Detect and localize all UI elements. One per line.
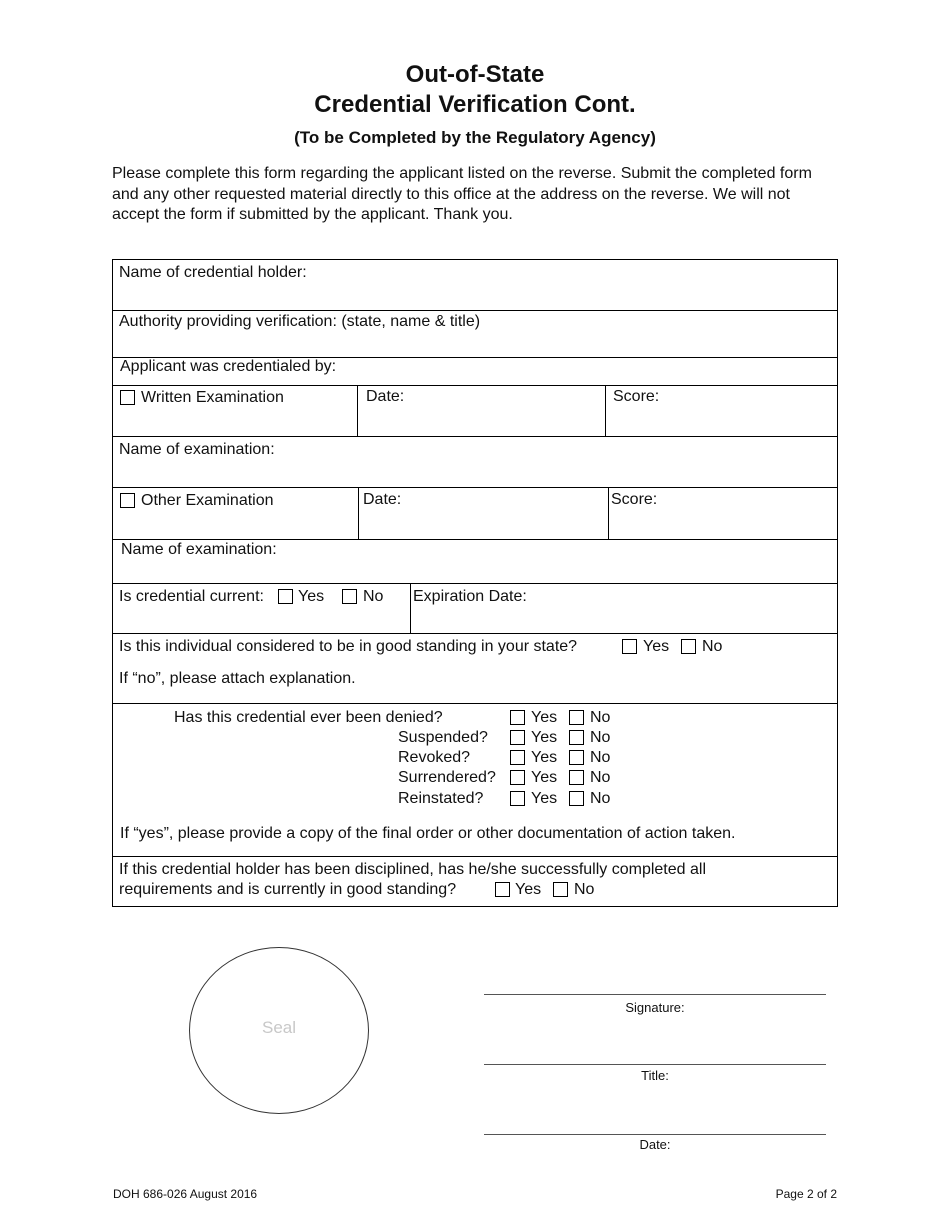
- row-divider: [113, 385, 837, 386]
- signature-label: Signature:: [625, 1000, 685, 1015]
- other-exam-date-label: Date:: [363, 491, 402, 508]
- date-label: Date:: [639, 1137, 671, 1152]
- intro-paragraph: Please complete this form regarding the applicant listed on the reverse. Submit the completed form and any other requested material directly to this office at the address on the reverse. We will not accept the form if submitted by the applicant. Thank you.: [112, 165, 812, 223]
- yes-documentation-note: If “yes”, please provide a copy of the final order or other documentation of action taken.: [120, 825, 736, 842]
- good-standing-yes-checkbox[interactable]: [622, 639, 637, 654]
- credentialed-by-label: Applicant was credentialed by:: [120, 358, 337, 375]
- title-label: Title:: [641, 1068, 669, 1083]
- written-exam-date-label: Date:: [366, 388, 405, 405]
- credential-holder-label: Name of credential holder:: [119, 264, 307, 281]
- suspended-label: Suspended?: [398, 729, 488, 746]
- signature-line[interactable]: [484, 994, 826, 995]
- revoked-no-label: No: [590, 749, 611, 766]
- row-divider: [113, 856, 837, 857]
- reinstated-yes-label: Yes: [531, 790, 558, 807]
- denied-no-label: No: [590, 709, 611, 726]
- reinstated-no-label: No: [590, 790, 611, 807]
- row-divider: [113, 310, 837, 311]
- form-title-line-2: Credential Verification Cont.: [314, 91, 636, 118]
- revoked-no-checkbox[interactable]: [569, 750, 584, 765]
- date-line[interactable]: [484, 1134, 826, 1135]
- row-divider: [113, 487, 837, 488]
- page-number: Page 2 of 2: [775, 1187, 837, 1201]
- revoked-yes-label: Yes: [531, 749, 558, 766]
- form-number: DOH 686-026 August 2016: [113, 1187, 258, 1201]
- current-yes-checkbox[interactable]: [278, 589, 293, 604]
- denied-no-checkbox[interactable]: [569, 710, 584, 725]
- disciplined-question-line-2: requirements and is currently in good standing?: [119, 881, 457, 898]
- reinstated-label: Reinstated?: [398, 790, 484, 807]
- column-divider: [608, 487, 609, 539]
- expiration-date-label: Expiration Date:: [413, 588, 527, 605]
- row-divider: [113, 703, 837, 704]
- column-divider: [605, 385, 606, 436]
- form-title-line-1: Out-of-State: [405, 61, 545, 88]
- current-no-label: No: [363, 588, 384, 605]
- column-divider: [358, 487, 359, 539]
- written-exam-label: Written Examination: [141, 389, 284, 406]
- written-exam-score-label: Score:: [613, 388, 660, 405]
- row-divider: [113, 583, 837, 584]
- written-exam-checkbox[interactable]: [120, 390, 135, 405]
- revoked-label: Revoked?: [398, 749, 471, 766]
- surrendered-yes-label: Yes: [531, 769, 558, 786]
- credential-current-label: Is credential current:: [119, 588, 264, 605]
- current-yes-label: Yes: [298, 588, 325, 605]
- verification-form: [112, 259, 838, 907]
- revoked-yes-checkbox[interactable]: [510, 750, 525, 765]
- column-divider: [410, 583, 411, 633]
- title-line[interactable]: [484, 1064, 826, 1065]
- form-subtitle: (To be Completed by the Regulatory Agency): [294, 128, 656, 147]
- other-exam-label: Other Examination: [141, 492, 274, 509]
- surrendered-no-checkbox[interactable]: [569, 770, 584, 785]
- surrendered-no-label: No: [590, 769, 611, 786]
- row-divider: [113, 436, 837, 437]
- disciplined-no-checkbox[interactable]: [553, 882, 568, 897]
- column-divider: [357, 385, 358, 436]
- disciplined-no-label: No: [574, 881, 595, 898]
- authority-label: Authority providing verification: (state, name & title): [119, 313, 481, 330]
- good-standing-no-label: No: [702, 638, 723, 655]
- written-exam-name-label: Name of examination:: [119, 441, 275, 458]
- seal-area: [189, 947, 369, 1114]
- denied-yes-label: Yes: [531, 709, 558, 726]
- good-standing-yes-label: Yes: [643, 638, 670, 655]
- seal-label: Seal: [261, 1018, 297, 1037]
- other-exam-name-label: Name of examination:: [121, 541, 277, 558]
- row-divider: [113, 633, 837, 634]
- reinstated-yes-checkbox[interactable]: [510, 791, 525, 806]
- surrendered-label: Surrendered?: [398, 769, 496, 786]
- denied-yes-checkbox[interactable]: [510, 710, 525, 725]
- reinstated-no-checkbox[interactable]: [569, 791, 584, 806]
- disciplined-question-line-1: If this credential holder has been disciplined, has he/she successfully completed all: [119, 861, 706, 878]
- good-standing-question: Is this individual considered to be in good standing in your state?: [119, 638, 578, 655]
- disciplined-yes-checkbox[interactable]: [495, 882, 510, 897]
- good-standing-no-checkbox[interactable]: [681, 639, 696, 654]
- denied-question: Has this credential ever been denied?: [174, 709, 443, 726]
- suspended-yes-label: Yes: [531, 729, 558, 746]
- disciplined-yes-label: Yes: [515, 881, 542, 898]
- suspended-no-label: No: [590, 729, 611, 746]
- suspended-no-checkbox[interactable]: [569, 730, 584, 745]
- other-exam-score-label: Score:: [611, 491, 658, 508]
- suspended-yes-checkbox[interactable]: [510, 730, 525, 745]
- other-exam-checkbox[interactable]: [120, 493, 135, 508]
- no-explanation-note: If “no”, please attach explanation.: [119, 670, 356, 687]
- surrendered-yes-checkbox[interactable]: [510, 770, 525, 785]
- current-no-checkbox[interactable]: [342, 589, 357, 604]
